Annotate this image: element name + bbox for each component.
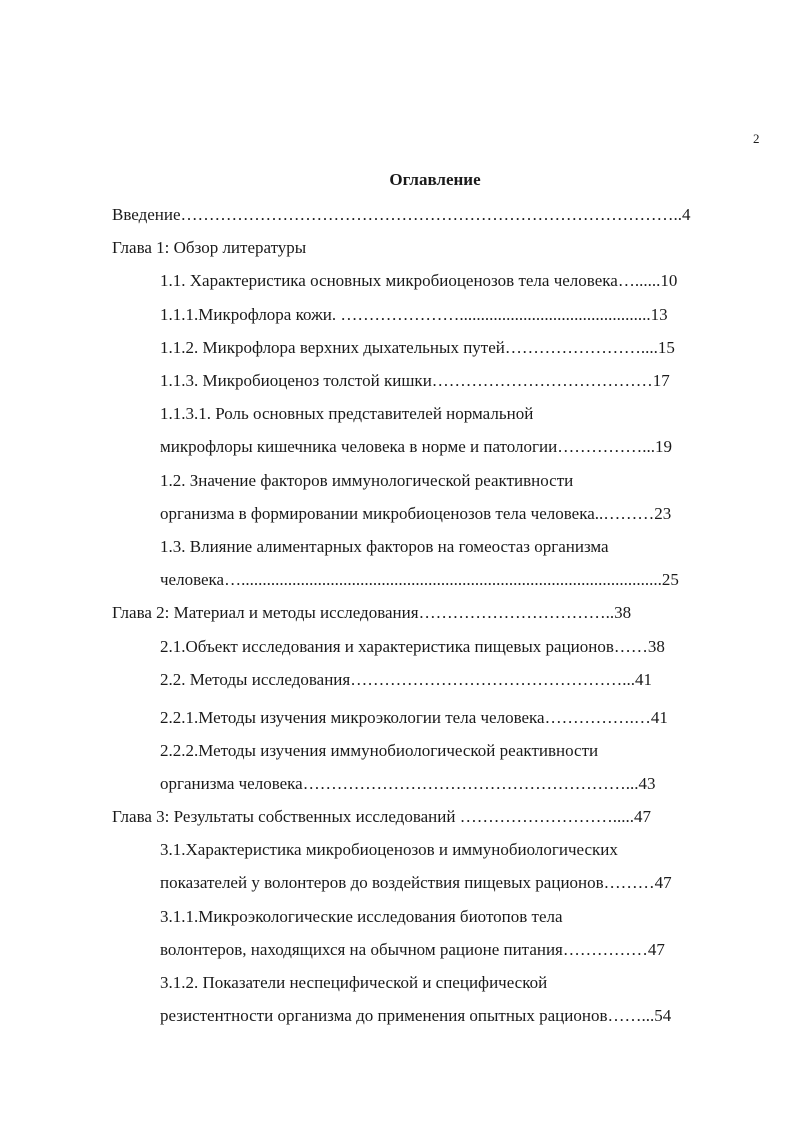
toc-leader: …................................................................................................... [224, 570, 662, 589]
toc-page: 10 [660, 271, 678, 290]
toc-leader: …… [613, 637, 648, 656]
toc-leader: …………… [562, 940, 648, 959]
toc-entry-text: 2.2.2.Методы изучения иммунобиологической реактивности [160, 741, 599, 760]
toc-leader: …………………………………………………... [302, 774, 639, 793]
toc-heading: Оглавление [389, 170, 481, 189]
toc-line [160, 569, 679, 591]
toc-leader: …………………………………………………………………………….. [180, 205, 683, 224]
toc-leader: …...... [617, 271, 661, 290]
toc-line [160, 370, 670, 392]
toc-line [160, 536, 609, 558]
toc-entry-text: 1.2. Значение факторов иммунологической реактивности [160, 471, 574, 490]
toc-entry-text: 2.2.1.Методы изучения микроэкологии тела человека [160, 708, 545, 727]
toc-entry-text: 1.3. Влияние алиментарных факторов на гомеостаз организма [160, 537, 609, 556]
toc-page: 47 [647, 940, 665, 959]
toc-page: 15 [657, 338, 675, 357]
toc-page: 13 [650, 305, 668, 324]
toc-entry-text: 1.1.3. Микробиоценоз толстой кишки [160, 371, 432, 390]
toc-leader: ..……… [594, 504, 655, 523]
toc-page: 47 [633, 807, 651, 826]
toc-leader: ……………... [557, 437, 655, 456]
toc-entry-text: Глава 2: Материал и методы исследования [112, 603, 419, 622]
toc-line [160, 906, 563, 928]
toc-leader: …………………….... [504, 338, 658, 357]
toc-page: 38 [614, 603, 632, 622]
toc-page: 41 [650, 708, 668, 727]
page-number: 2 [753, 131, 760, 146]
toc-line [112, 602, 631, 624]
toc-entry-text: 3.1.2. Показатели неспецифической и специфической [160, 973, 548, 992]
toc-page: 25 [661, 570, 679, 589]
toc-line [160, 669, 652, 691]
toc-entry-text: 2.1.Объект исследования и характеристика пищевых рационов [160, 637, 614, 656]
toc-entry-text: организма человека [160, 774, 303, 793]
toc-leader: ……… [603, 873, 655, 892]
toc-line [160, 740, 598, 762]
toc-entry-text: Глава 1: Обзор литературы [112, 238, 307, 257]
toc-page: 54 [654, 1006, 672, 1025]
toc-leader: …………………............................................. [336, 305, 651, 324]
toc-page: 19 [654, 437, 672, 456]
toc-line [160, 939, 665, 961]
toc-page: 41 [634, 670, 652, 689]
toc-entry-text: 1.1.2. Микрофлора верхних дыхательных путей [160, 338, 505, 357]
toc-line [112, 806, 651, 828]
toc-line [112, 237, 306, 259]
toc-entry-text: 2.2. Методы исследования [160, 670, 351, 689]
toc-entry-text: показателей у волонтеров до воздействия пищевых рационов [160, 873, 604, 892]
toc-line [160, 337, 675, 359]
toc-entry-text: резистентности организма до применения опытных рационов [160, 1006, 608, 1025]
toc-entry-text: 1.1. Характеристика основных микробиоценозов тела человека [160, 271, 618, 290]
toc-leader: ………………………..... [455, 807, 634, 826]
toc-page: 4 [682, 205, 691, 224]
toc-leader: …………………………….. [418, 603, 615, 622]
toc-line [160, 1005, 671, 1027]
toc-page: 38 [647, 637, 665, 656]
toc-entry-text: микрофлоры кишечника человека в норме и патологии [160, 437, 558, 456]
toc-line [160, 503, 671, 525]
toc-entry-text: волонтеров, находящихся на обычном рационе питания [160, 940, 563, 959]
toc-leader: ……... [607, 1006, 655, 1025]
toc-entry-text: 1.1.3.1. Роль основных представителей нормальной [160, 404, 534, 423]
toc-entry-text: 3.1.Характеристика микробиоценозов и иммунобиологических [160, 840, 618, 859]
toc-entry-text: организма в формировании микробиоценозов тела человека [160, 504, 595, 523]
toc-page: 43 [638, 774, 656, 793]
toc-line [160, 707, 668, 729]
toc-entry-text: 1.1.1.Микрофлора кожи. [160, 305, 337, 324]
toc-line [160, 403, 533, 425]
toc-line [160, 839, 618, 861]
toc-leader: …………….… [544, 708, 651, 727]
toc-page: 47 [654, 873, 672, 892]
toc-line [160, 636, 665, 658]
toc-line [160, 470, 573, 492]
toc-line [160, 773, 655, 795]
toc-entry-text: Введение [112, 205, 181, 224]
toc-line [160, 972, 547, 994]
toc-entry-text: 3.1.1.Микроэкологические исследования биотопов тела [160, 907, 563, 926]
toc-leader: …………………………………………... [350, 670, 635, 689]
toc-line [160, 270, 677, 292]
toc-entry-text: Глава 3: Результаты собственных исследований [112, 807, 456, 826]
toc-line [160, 872, 672, 894]
toc-page: 17 [652, 371, 670, 390]
toc-line [160, 436, 672, 458]
toc-line [112, 204, 691, 226]
toc-line [160, 304, 668, 326]
toc-entry-text: человека [160, 570, 225, 589]
toc-leader: ………………………………… [431, 371, 653, 390]
toc-page: 23 [654, 504, 672, 523]
